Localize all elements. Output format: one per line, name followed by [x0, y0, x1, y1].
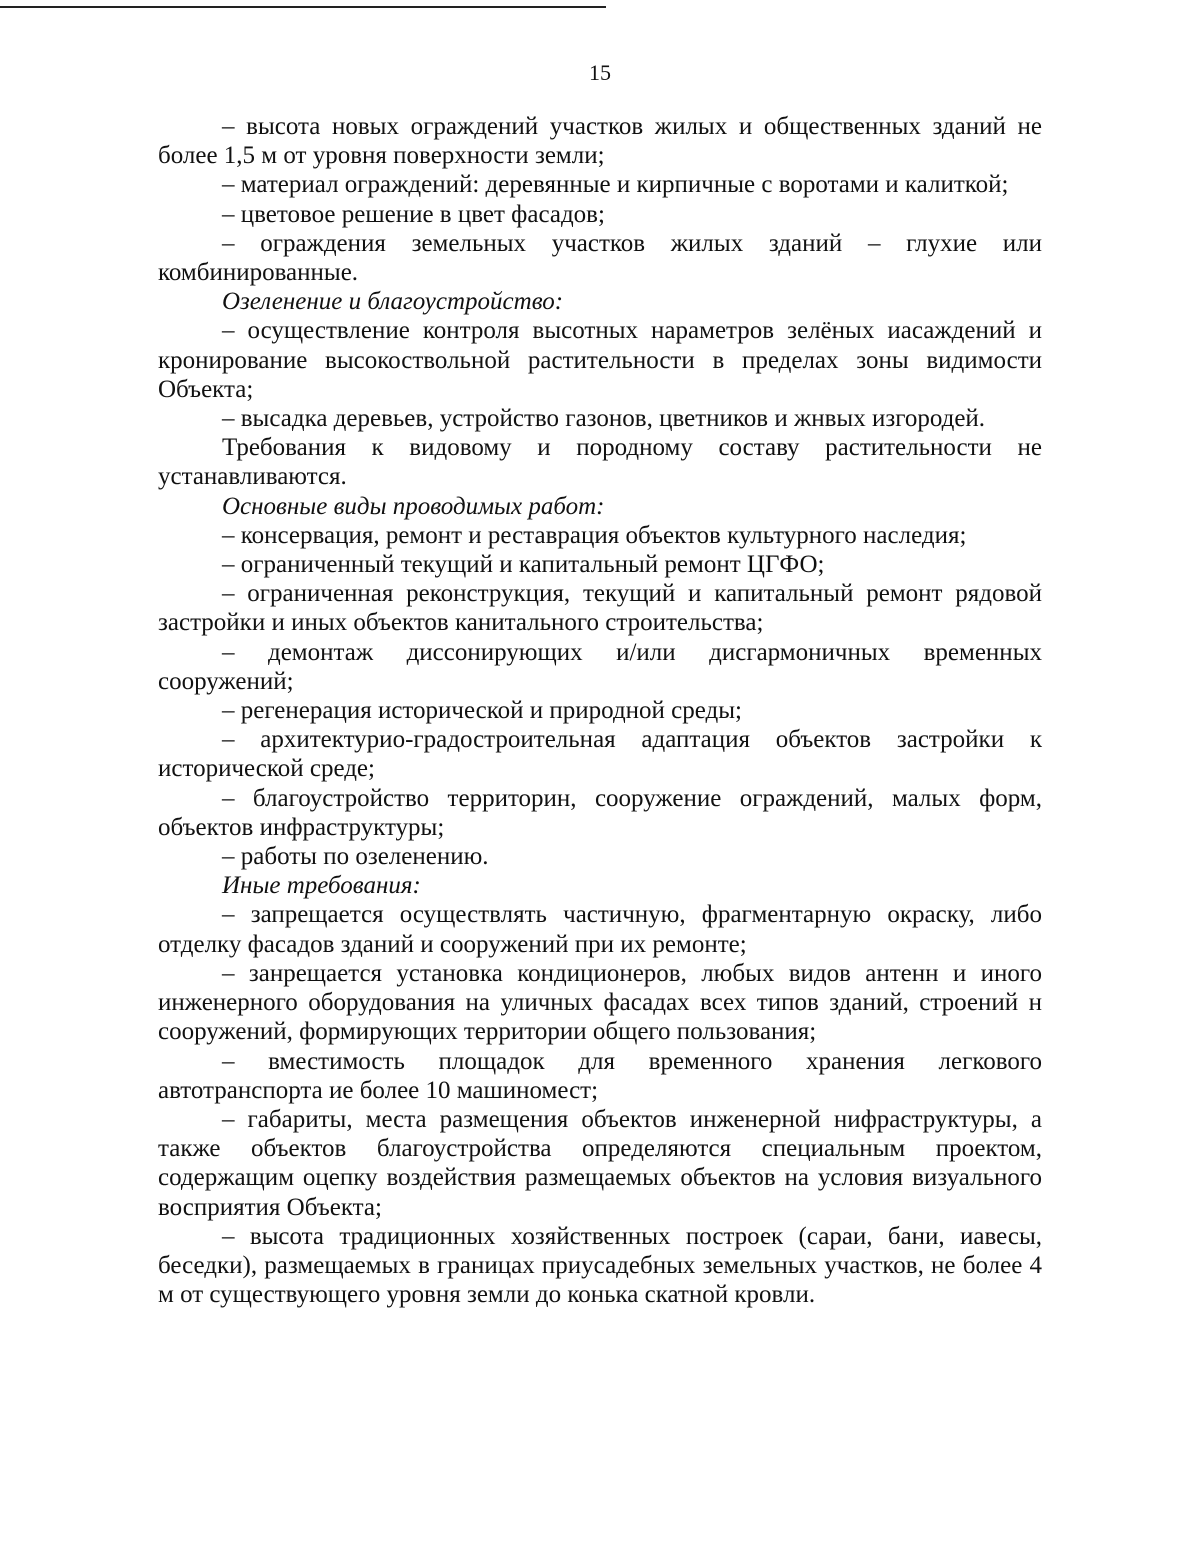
paragraph: Требования к видовому и породному составу растительности не устанавливаются. [158, 434, 1042, 491]
paragraph: – высота новых ограждений участков жилых и общественных зданий не более 1,5 м от уровня поверхности земли; [158, 113, 1042, 170]
paragraph: – габариты, места размещения объектов инженерной нифраструктуры, а также объектов благоустройства определяются специальным проектом, содержащим оцепку воздействия размещаемых объектов на условия визуального восприятия Объекта; [158, 1105, 1042, 1221]
paragraph: – благоустройство территорин, сооружение ограждений, малых форм, объектов инфраструктуры; [158, 784, 1042, 841]
section-heading: Иные требования: [222, 872, 421, 900]
paragraph: – материал ограждений: деревянные и кирпичные с воротами и калиткой; [222, 171, 1009, 199]
paragraph: – высадка деревьев, устройство газонов, цветников и жнвых изгородей. [222, 405, 986, 433]
paragraph: – осуществление контроля высотных нараметров зелёных иасаждений и кронирование высокоствольной растительности в пределах зоны видимости Объекта; [158, 317, 1042, 403]
paragraph: – архитектурио-градостроительная адаптация объектов застройки к исторической среде; [158, 726, 1042, 783]
paragraph: – ограждения земельных участков жилых зданий – глухие или комбинированные. [158, 229, 1042, 287]
paragraph: – ограниченный текущий и капитальный ремонт ЦГФО; [222, 551, 825, 579]
section-heading: Основные виды проводимых работ: [222, 492, 605, 520]
paragraph: – регенерация исторической и природной среды; [222, 697, 743, 725]
paragraph: – высота традиционных хозяйственных построек (сараи, бани, иавесы, беседки), размещаемых в границах приусадебных земельных участков, не более 4 м от существующего уровня земли до конька скатной кровли. [158, 1222, 1042, 1309]
paragraph: – занрещается установка кондиционеров, любых видов антенн и иного инженерного оборудования на уличных фасадах всех типов зданий, строений н сооружений, формирующих территории общего пользования; [158, 959, 1042, 1046]
paragraph: – консервация, ремонт и реставрация объектов культурного наследия; [222, 521, 967, 549]
top-edge-rule [0, 6, 606, 8]
page-number: 15 [589, 60, 611, 85]
paragraph: – работы по озеленению. [222, 843, 489, 871]
paragraph: – демонтаж диссонирующих и/или дисгармоничных временных сооружений; [158, 638, 1042, 695]
document-body [158, 112, 1042, 1309]
paragraph: – цветовое решение в цвет фасадов; [222, 200, 605, 228]
paragraph: – ограниченная реконструкция, текущий и капитальный ремонт рядовой застройки и иных объектов канитального строительства; [158, 580, 1042, 637]
paragraph: – вместимость площадок для временного хранения легкового автотранспорта ие более 10 машиномест; [158, 1047, 1042, 1104]
section-heading: Озеленение и благоустройство: [222, 288, 564, 316]
paragraph: – запрещается осуществлять частичную, фрагментарную окраску, либо отделку фасадов зданий и сооружений при их ремонте; [158, 901, 1042, 958]
